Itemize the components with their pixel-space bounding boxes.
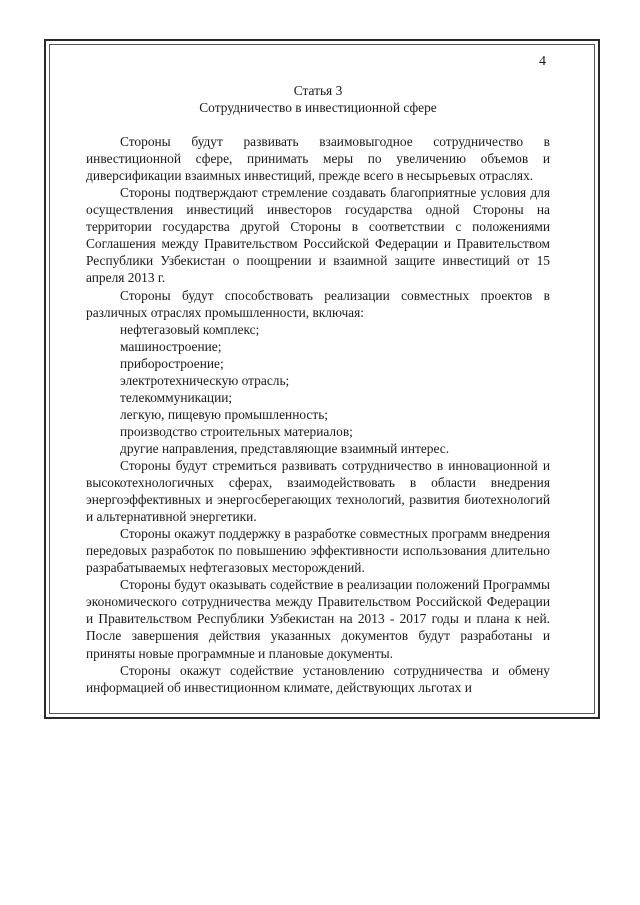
paragraph: Стороны подтверждают стремление создавать благоприятные условия для осуществления инвестиций инвесторов государства одной Стороны на территории государства другой Стороны в соответствии с положениями Соглашения между Правительством Российской Федерации и Правительством Республики Узбекистан о поощрении и взаимной защите инвестиций от 15 апреля 2013 г. [86,185,550,286]
list-item: производство строительных материалов; [120,423,353,439]
list-item: приборостроение; [120,355,224,371]
article-title: Статья 3 [293,83,343,98]
list-item: легкую, пищевую промышленность; [120,406,329,422]
industries-list [86,321,550,457]
page-number: 4 [539,54,546,69]
paragraph: Стороны будут развивать взаимовыгодное сотрудничество в инвестиционной сфере, принимать меры по увеличению объемов и диверсификации взаимных инвестиций, прежде всего в несырьевых отраслях. [86,134,550,184]
article-subtitle: Сотрудничество в инвестиционной сфере [199,100,437,116]
paragraph: Стороны окажут содействие установлению сотрудничества и обмену информацией об инвестиционном климате, действующих льготах и [86,662,550,695]
document-body [86,82,550,696]
paragraph: Стороны окажут поддержку в разработке совместных программ внедрения передовых разработок по повышению эффективности использования длительно разрабатываемых нефтегазовых месторождений. [86,526,550,576]
paragraph: Стороны будут оказывать содействие в реализации положений Программы экономического сотрудничества между Правительством Российской Федерации и Правительством Республики Узбекистан на 2013 - 2017 годы и плана к ней. После завершения действия указанных документов будут разработаны и приняты новые программные и плановые документы. [86,577,550,661]
paragraph: Стороны будут стремиться развивать сотрудничество в инновационной и высокотехнологичных сферах, взаимодействовать в области внедрения энергоэффективных и энергосберегающих технологий, развития биотехнологий и альтернативной энергетики. [86,457,550,525]
list-item: телекоммуникации; [120,389,233,405]
paragraph: Стороны будут способствовать реализации совместных проектов в различных отраслях промышленности, включая: [86,287,550,320]
list-item: другие направления, представляющие взаимный интерес. [120,440,450,456]
list-item: нефтегазовый комплекс; [120,321,260,337]
list-item: машиностроение; [120,338,222,354]
list-item: электротехническую отрасль; [120,372,290,388]
